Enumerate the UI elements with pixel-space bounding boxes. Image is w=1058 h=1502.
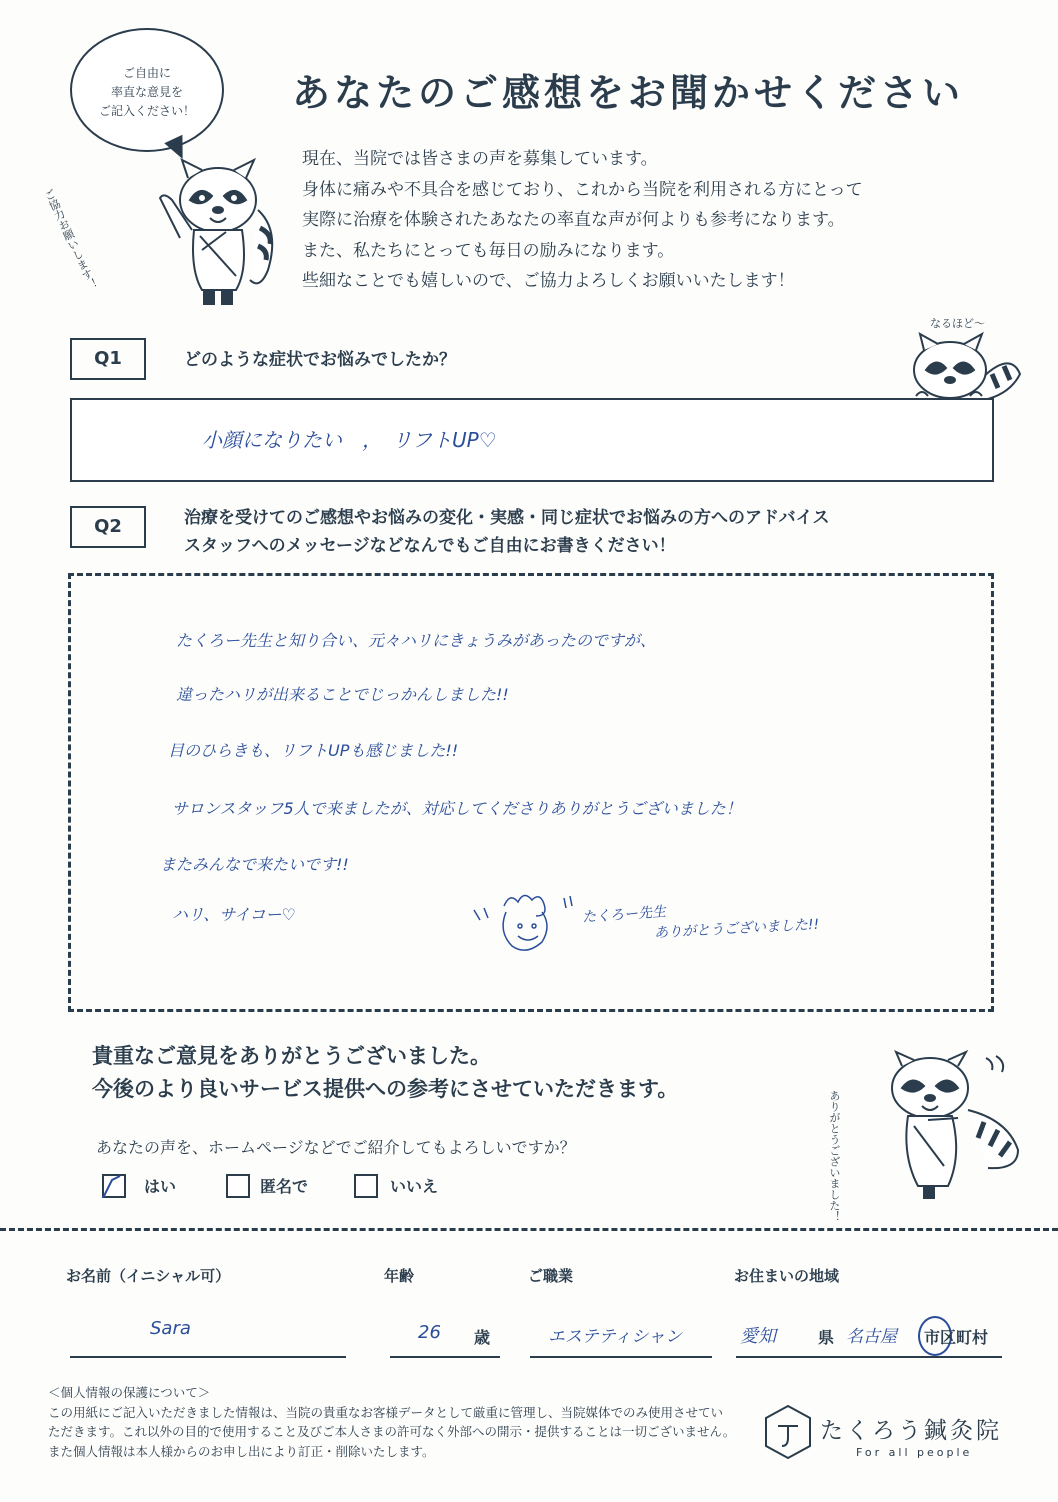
q2-badge: Q2: [70, 506, 146, 548]
section-divider: [0, 1228, 1058, 1231]
name-label: お名前（イニシャル可）: [66, 1267, 231, 1285]
consent-question: あなたの声を、ホームページなどでご紹介してもよろしいですか？: [96, 1138, 576, 1157]
prefecture-unit: 県: [818, 1328, 835, 1347]
speech-bubble-text: ご自由に 率直な意見を ご記入ください！: [98, 66, 195, 118]
clinic-logo-icon: [764, 1404, 812, 1460]
yes-checkbox[interactable]: [102, 1174, 126, 1198]
age-label: 年齢: [384, 1267, 415, 1285]
privacy-notice: ＜個人情報の保護について＞ この用紙にご記入いただきました情報は、当院の貴重なお客様データとして厳重に管理し、当院媒体でのみ使用させてい ただきます。これ以外の目的で使用すること及びご本人さまの許可なく外部への開示・提供することは一切ございません。 また個人情報は本人様からのお申し出により訂正・削除いたします。: [48, 1385, 736, 1459]
age-unit: 歳: [474, 1328, 491, 1347]
q2-signature-line: たくろー先生: [581, 904, 667, 926]
closing-message: 貴重なご意見をありがとうございました。 今後のより良いサービス提供への参考にさせていただきます。: [92, 1044, 679, 1101]
q2-signature-line: ありがとうございました!!: [653, 916, 820, 942]
q2-answer-line: またみんなで来たいです!!: [160, 855, 349, 874]
q2-answer-line: たくろー先生と知り合い、元々ハリにきょうみがあったのですが、: [176, 631, 656, 650]
q1-badge: Q1: [70, 338, 146, 380]
face-doodle-icon: [470, 888, 580, 958]
q2-answer-line: サロンスタッフ5人で来ましたが、対応してくださりありがとうございました！: [172, 799, 742, 818]
area-field-line[interactable]: [736, 1356, 1002, 1358]
q1-answer-handwriting: 小顔になりたい ， リフトUP♡: [202, 428, 497, 452]
name-value: Sara: [150, 1318, 191, 1339]
speech-bubble: [70, 28, 224, 152]
intro-text: 現在、当院では皆さまの声を募集しています。 身体に痛みや不具合を感じており、これから当院を利用される方にとって 実際に治療を体験されたあなたの率直な声が何よりも参考になります。 また、私たちにとっても毎日の励みになります。 些細なことでも嬉しいので、ご協力よろしくお願いいたします！: [302, 149, 863, 291]
city-value: 名古屋: [846, 1327, 897, 1347]
age-field-line[interactable]: [390, 1356, 500, 1358]
raccoon-mascot-icon: [150, 150, 290, 310]
name-field-line[interactable]: [70, 1356, 346, 1358]
q2-answer-line: 違ったハリが出来ることでじっかんしました!!: [176, 685, 509, 704]
job-field-line[interactable]: [530, 1356, 712, 1358]
q1-mascot-note: なるほど〜: [930, 317, 985, 330]
city-units: 市区町村: [924, 1328, 989, 1347]
anonymous-checkbox[interactable]: [226, 1174, 250, 1198]
q2-question: 治療を受けてのご感想やお悩みの変化・実感・同じ症状でお悩みの方へのアドバイス スタッフへのメッセージなどなんでもご自由にお書きください！: [184, 508, 830, 556]
bowing-raccoon-icon: [868, 1050, 1028, 1205]
closing-mascot-note: ありがとうございました！: [828, 1090, 841, 1222]
prefecture-value: 愛知: [740, 1326, 776, 1347]
mascot-note: ご協力お願いします！: [41, 187, 100, 293]
area-label: お住まいの地域: [734, 1267, 840, 1285]
clinic-name: たくろう鍼灸院: [820, 1418, 1002, 1444]
q1-question: どのような症状でお悩みでしたか？: [184, 350, 456, 370]
anonymous-option-label: 匿名で: [260, 1177, 309, 1196]
clinic-tagline: For all people: [856, 1446, 973, 1459]
checkmark-icon: [102, 1174, 126, 1198]
age-value: 26: [418, 1322, 441, 1343]
job-label: ご職業: [528, 1267, 574, 1285]
no-option-label: いいえ: [390, 1177, 439, 1196]
no-checkbox[interactable]: [354, 1174, 378, 1198]
page-title: あなたのご感想をお聞かせください: [292, 71, 965, 115]
job-value: エステティシャン: [548, 1327, 682, 1347]
q2-answer-line: 目のひらきも、リフトUPも感じました!!: [168, 741, 459, 760]
yes-option-label: はい: [144, 1177, 177, 1196]
q2-answer-line: ハリ、サイコー♡: [172, 905, 296, 924]
